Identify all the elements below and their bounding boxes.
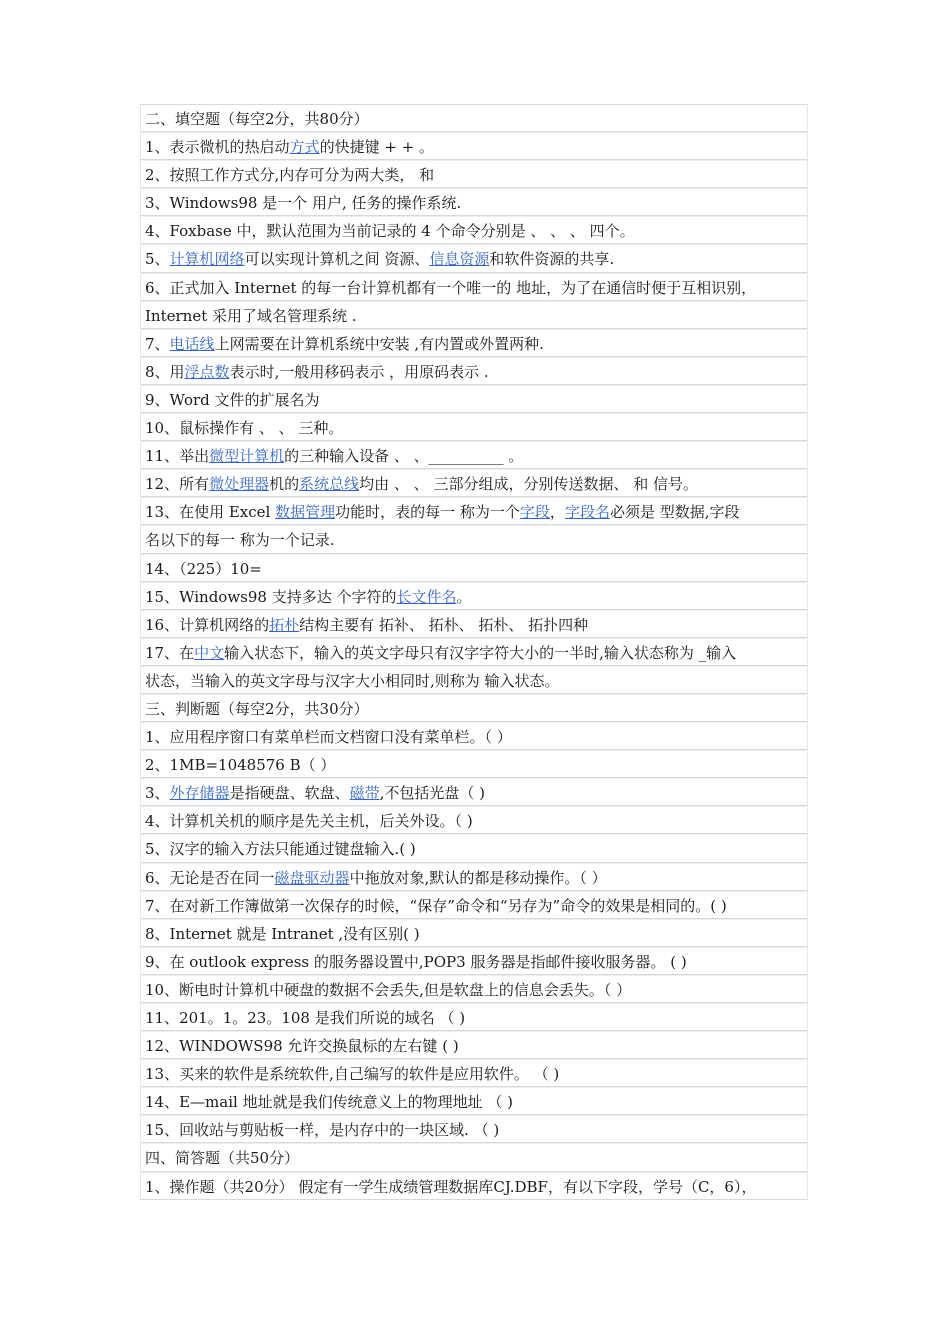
text-segment: 结构主要有 拓补、 拓朴、 拓朴、 拓扑四种 [299,615,589,634]
text-segment: 10、断电时计算机中硬盘的数据不会丢失,但是软盘上的信息会丢失。（ ） [145,980,632,999]
hyperlink[interactable]: 电话线 [169,334,215,353]
hyperlink[interactable]: 浮点数 [184,362,230,381]
text-segment: 机的 [269,475,300,494]
text-segment: 2、1MB=1048576 B（ ） [145,756,336,775]
text-line [140,1143,808,1171]
text-line [140,497,808,525]
hyperlink[interactable]: 拓朴 [269,615,300,634]
text-line [140,554,808,582]
text-segment: 4、Foxbase 中，默认范围为当前记录的 4 个命令分别是 、 、 、 四个。 [145,222,635,241]
text-segment: 功能时，表的每一 称为一个 [335,503,520,522]
text-segment: 必须是 型数据,字段 [609,503,740,522]
text-segment: 14、E—mail 地址就是我们传统意义上的物理地址 （ ) [145,1093,513,1112]
text-segment: 输入状态下，输入的英文字母只有汉字字符大小的一半时,输入状态称为 _输入 [224,643,737,662]
hyperlink[interactable]: 磁带 [349,784,380,803]
text-segment: 状态，当输入的英文字母与汉字大小相同时,则称为 输入状态。 [145,671,560,690]
text-segment: 的快捷键 + + 。 [319,138,435,157]
hyperlink[interactable]: 方式 [289,138,320,157]
hyperlink[interactable]: 微处理器 [209,475,270,494]
text-line [140,638,808,666]
text-segment: 15、回收站与剪贴板一样，是内存中的一块区域. （ ) [145,1121,500,1140]
text-segment: 二、填空题（每空2分，共80分） [145,110,369,128]
text-line [140,104,808,132]
hyperlink[interactable]: 数据管理 [275,503,336,522]
text-line [140,273,808,301]
text-segment: ,不包括光盘（ ) [379,784,485,803]
text-segment: 四、简答题（共50分） [145,1149,300,1168]
text-segment: 是指硬盘、软盘、 [229,784,350,803]
text-line [140,722,808,750]
text-segment: 14、（225）10= [145,559,262,578]
text-line [140,1087,808,1115]
text-segment: 表示时,一般用移码表示 ，用原码表示 . [229,362,489,381]
text-segment: Internet 采用了域名管理系统 . [145,306,357,325]
text-line [140,891,808,919]
text-line [140,610,808,638]
text-line [140,947,808,975]
text-line [140,694,808,722]
text-segment: 11、201。1。23。108 是我们所说的域名 （ ) [145,1009,466,1027]
text-line [140,750,808,778]
text-segment: 5、 [145,250,170,269]
text-line [140,863,808,891]
text-segment: ， [549,503,565,522]
text-segment: 17、在 [145,643,195,662]
hyperlink[interactable]: 长文件名 [396,587,457,606]
text-line [140,1003,808,1031]
text-segment: 7、 [145,334,170,353]
hyperlink[interactable]: 信息资源 [429,250,490,269]
text-line [140,441,808,469]
text-segment: 12、WINDOWS98 允许交换鼠标的左右键 ( ) [145,1037,459,1056]
text-segment: 6、无论是否在同一 [145,868,275,887]
hyperlink[interactable]: 磁盘驱动器 [274,868,350,887]
text-line [140,1115,808,1143]
hyperlink[interactable]: 字段 [519,503,550,522]
text-segment: 12、所有 [145,475,210,494]
text-line [140,469,808,497]
text-line [140,1172,808,1200]
text-segment: 8、Internet 就是 Intranet ,没有区别( ) [145,924,420,943]
text-segment: 4、计算机关机的顺序是先关主机，后关外设。（ ) [145,812,473,831]
text-line [140,1059,808,1087]
hyperlink[interactable]: 外存储器 [169,784,230,803]
text-segment: 3、Windows98 是一个 用户, 任务的操作系统. [145,194,462,213]
text-segment: 2、按照工作方式分,内存可分为两大类， 和 [145,166,435,185]
text-segment: 11、举出 [145,447,210,466]
text-segment: 15、Windows98 支持多达 个字符的 [145,587,397,606]
text-line [140,778,808,806]
hyperlink[interactable]: 计算机网络 [169,250,245,269]
text-line [140,244,808,272]
text-segment: 16、计算机网络的 [145,615,270,634]
text-segment: 三、判断题（每空2分，共30分） [145,699,369,718]
text-line [140,834,808,862]
text-segment: 3、 [145,784,170,803]
text-segment: 中拖放对象,默认的都是移动操作。（ ） [349,868,607,887]
text-segment: 和软件资源的共享. [489,250,615,269]
hyperlink[interactable]: 中文 [194,643,225,662]
text-line [140,301,808,329]
text-line [140,132,808,160]
text-line [140,385,808,413]
text-line [140,188,808,216]
text-segment: 8、用 [145,362,185,381]
text-line [140,525,808,553]
text-segment: 9、Word 文件的扩展名为 [145,390,320,409]
text-segment: 。 [456,587,472,606]
text-segment: 1、表示微机的热启动 [145,138,290,157]
text-segment: 13、买来的软件是系统软件,自己编写的软件是应用软件。 （ ) [145,1065,560,1084]
text-line [140,666,808,694]
text-segment: 1、操作题（共20分） 假定有一学生成绩管理数据库CJ.DBF，有以下字段，学号（C，6）， [145,1177,757,1196]
text-segment: 5、汉字的输入方法只能通过键盘输入.( ) [145,840,416,859]
text-line [140,919,808,947]
text-line [140,160,808,188]
document-body [140,104,808,1200]
text-segment: 可以实现计算机之间 资源、 [244,250,430,269]
hyperlink[interactable]: 字段名 [564,503,610,522]
text-line [140,582,808,610]
text-segment: 名以下的每一 称为一个记录. [145,531,335,550]
text-segment: 1、应用程序窗口有菜单栏而文档窗口没有菜单栏。（ ） [145,728,512,747]
text-segment: 6、正式加入 Internet 的每一台计算机都有一个唯一的 地址，为了在通信时便于互相识别， [145,278,757,297]
text-line [140,329,808,357]
text-segment: 9、在 outlook express 的服务器设置中,POP3 服务器是指邮件接收服务器。 ( ) [145,952,687,971]
hyperlink[interactable]: 微型计算机 [209,447,285,466]
text-line [140,975,808,1003]
text-segment: 13、在使用 Excel [145,503,276,522]
text-line [140,1031,808,1059]
text-line [140,806,808,834]
text-segment: 7、在对新工作簿做第一次保存的时候，“保存”命令和“另存为”命令的效果是相同的。( ) [145,896,727,915]
text-line [140,357,808,385]
text-segment: 上网需要在计算机系统中安装 ,有内置或外置两种. [214,334,544,353]
text-line [140,413,808,441]
text-segment: 均由 、 、 三部分组成，分别传送数据、 和 信号。 [359,475,698,494]
text-segment: 10、鼠标操作有 、 、 三种。 [145,419,344,438]
hyperlink[interactable]: 系统总线 [299,475,360,494]
text-segment: 的三种输入设备 、 、__________ 。 [284,447,524,466]
text-line [140,216,808,244]
